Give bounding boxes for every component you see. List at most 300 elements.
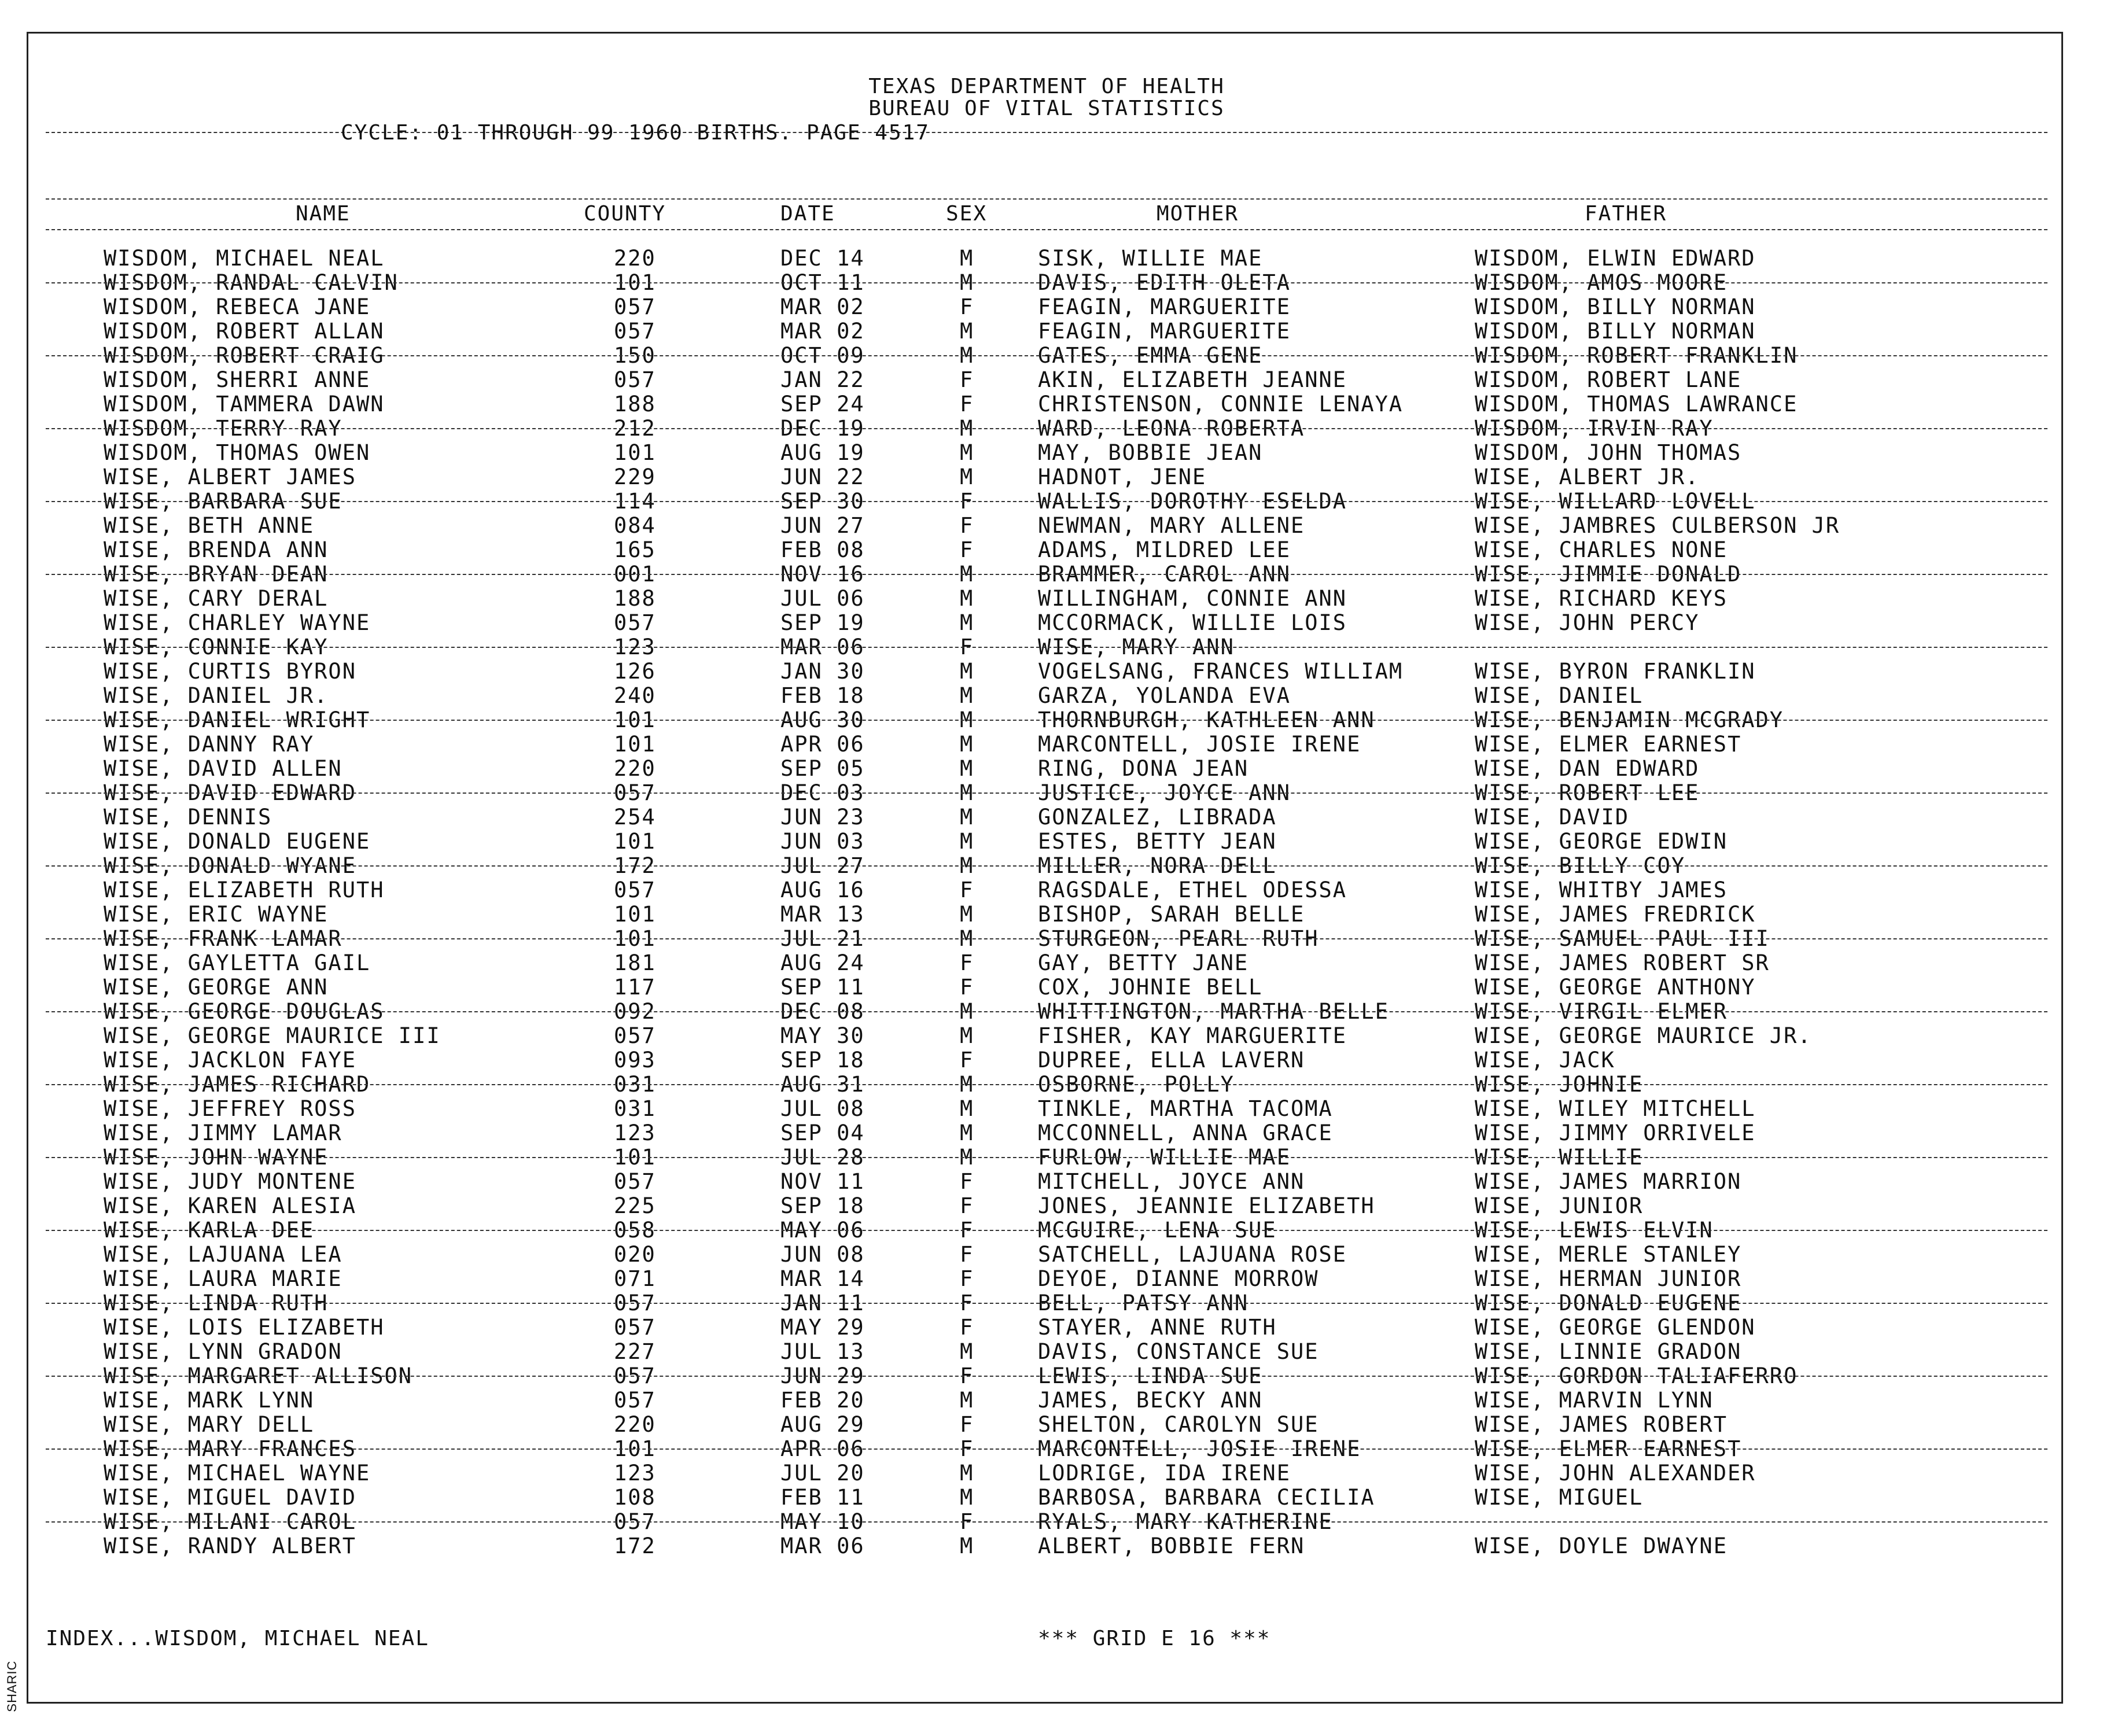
record-sex: F [960, 1509, 974, 1534]
record-sex: M [960, 732, 974, 757]
record-name: WISE, DENNIS [104, 805, 272, 830]
row-guide-rule [46, 1448, 2047, 1450]
record-date: JAN 30 [780, 659, 865, 684]
record-name: WISE, MARGARET ALLISON [104, 1363, 413, 1388]
record-row [28, 975, 2065, 1000]
column-header-sex: SEX [946, 202, 988, 226]
record-county: 057 [614, 1315, 656, 1340]
record-county: 093 [614, 1048, 656, 1072]
record-father: WISDOM, BILLY NORMAN [1475, 319, 1756, 344]
row-guide-rule [46, 1376, 2047, 1377]
record-sex: M [960, 926, 974, 951]
record-father: WISE, ROBERT LEE [1475, 780, 1700, 805]
record-father: WISE, GEORGE MAURICE JR. [1475, 1023, 1812, 1048]
record-father: WISE, GEORGE EDWIN [1475, 829, 1728, 854]
record-county: 225 [614, 1193, 656, 1218]
record-father: WISE, JAMBRES CULBERSON JR [1475, 513, 1840, 538]
record-sex: M [960, 780, 974, 805]
record-row [28, 1461, 2065, 1486]
record-name: WISE, LAURA MARIE [104, 1266, 342, 1291]
record-mother: COX, JOHNIE BELL [1038, 975, 1263, 1000]
record-county: 101 [614, 707, 656, 732]
row-guide-rule [46, 1303, 2047, 1304]
record-name: WISE, FRANK LAMAR [104, 926, 342, 951]
record-mother: STAYER, ANNE RUTH [1038, 1315, 1277, 1340]
record-county: 108 [614, 1485, 656, 1510]
record-date: SEP 18 [780, 1193, 865, 1218]
record-date: JUL 28 [780, 1145, 865, 1170]
record-father: WISDOM, ROBERT LANE [1475, 367, 1742, 392]
record-sex: F [960, 489, 974, 514]
record-county: 101 [614, 1436, 656, 1461]
record-date: MAR 06 [780, 635, 865, 659]
record-county: 020 [614, 1242, 656, 1267]
record-name: WISE, LYNN GRADON [104, 1339, 342, 1364]
record-mother: BARBOSA, BARBARA CECILIA [1038, 1485, 1375, 1510]
row-guide-rule [46, 647, 2047, 648]
record-sex: F [960, 1218, 974, 1243]
record-date: JUL 06 [780, 586, 865, 611]
record-sex: M [960, 853, 974, 878]
record-name: WISDOM, TERRY RAY [104, 416, 342, 441]
record-mother: AKIN, ELIZABETH JEANNE [1038, 367, 1347, 392]
record-row [28, 392, 2065, 417]
record-mother: RING, DONA JEAN [1038, 756, 1249, 781]
record-row [28, 757, 2065, 781]
record-name: WISE, JIMMY LAMAR [104, 1121, 342, 1145]
record-name: WISE, GEORGE DOUGLAS [104, 999, 385, 1024]
record-name: WISE, JEFFREY ROSS [104, 1096, 356, 1121]
record-row [28, 1534, 2065, 1558]
record-date: FEB 18 [780, 683, 865, 708]
record-county: 058 [614, 1218, 656, 1243]
record-date: AUG 31 [780, 1072, 865, 1097]
record-mother: TINKLE, MARTHA TACOMA [1038, 1096, 1333, 1121]
record-sex: M [960, 1485, 974, 1510]
footer-grid-reference: *** GRID E 16 *** [1038, 1627, 1271, 1650]
record-row [28, 246, 2065, 271]
record-name: WISE, CHARLEY WAYNE [104, 610, 371, 635]
record-sex: F [960, 1266, 974, 1291]
record-row [28, 1340, 2065, 1364]
footer-index: INDEX...WISDOM, MICHAEL NEAL [46, 1627, 429, 1650]
column-header-name: NAME [296, 202, 351, 226]
record-name: WISE, JACKLON FAYE [104, 1048, 356, 1072]
record-father: WISE, BILLY COY [1475, 853, 1686, 878]
record-row [28, 1121, 2065, 1145]
record-row [28, 902, 2065, 927]
record-county: 188 [614, 586, 656, 611]
record-name: WISE, DANNY RAY [104, 732, 315, 757]
record-date: JUN 23 [780, 805, 865, 830]
record-name: WISE, DANIEL JR. [104, 683, 329, 708]
record-sex: F [960, 392, 974, 417]
record-date: MAY 10 [780, 1509, 865, 1534]
record-date: MAY 30 [780, 1023, 865, 1048]
record-county: 057 [614, 1023, 656, 1048]
record-date: JAN 11 [780, 1291, 865, 1315]
source-stamp-text: SHARIC [5, 1660, 19, 1712]
record-county: 101 [614, 440, 656, 465]
record-sex: F [960, 1291, 974, 1315]
record-date: JUN 27 [780, 513, 865, 538]
record-mother: NEWMAN, MARY ALLENE [1038, 513, 1305, 538]
record-sex: M [960, 756, 974, 781]
record-county: 101 [614, 926, 656, 951]
record-mother: WARD, LEONA ROBERTA [1038, 416, 1305, 441]
record-county: 123 [614, 635, 656, 659]
record-name: WISE, LOIS ELIZABETH [104, 1315, 385, 1340]
record-mother: FEAGIN, MARGUERITE [1038, 294, 1291, 319]
record-mother: MCCONNELL, ANNA GRACE [1038, 1121, 1333, 1145]
record-name: WISE, KAREN ALESIA [104, 1193, 356, 1218]
record-date: SEP 19 [780, 610, 865, 635]
row-guide-rule [46, 355, 2047, 356]
record-father: WISDOM, BILLY NORMAN [1475, 294, 1756, 319]
record-sex: M [960, 416, 974, 441]
record-county: 212 [614, 416, 656, 441]
record-name: WISE, MICHAEL WAYNE [104, 1461, 371, 1486]
record-county: 150 [614, 343, 656, 368]
record-sex: M [960, 1096, 974, 1121]
row-guide-rule [46, 282, 2047, 283]
record-mother: CHRISTENSON, CONNIE LENAYA [1038, 392, 1404, 417]
record-name: WISDOM, SHERRI ANNE [104, 367, 371, 392]
row-guide-rule [46, 720, 2047, 721]
record-date: DEC 19 [780, 416, 865, 441]
record-date: MAR 13 [780, 902, 865, 927]
record-county: 057 [614, 1363, 656, 1388]
row-guide-rule [46, 1084, 2047, 1085]
record-father: WISE, CHARLES NONE [1475, 537, 1728, 562]
row-guide-rule [46, 793, 2047, 794]
record-mother: MCCORMACK, WILLIE LOIS [1038, 610, 1347, 635]
record-sex: M [960, 829, 974, 854]
record-mother: LEWIS, LINDA SUE [1038, 1363, 1263, 1388]
record-name: WISDOM, ROBERT ALLAN [104, 319, 385, 344]
row-guide-rule [46, 574, 2047, 575]
record-sex: M [960, 1121, 974, 1145]
record-name: WISE, MILANI CAROL [104, 1509, 356, 1534]
record-name: WISDOM, ROBERT CRAIG [104, 343, 385, 368]
record-sex: F [960, 950, 974, 975]
record-father: WISE, DOYLE DWAYNE [1475, 1534, 1728, 1558]
record-father: WISE, DONALD EUGENE [1475, 1291, 1742, 1315]
record-mother: ESTES, BETTY JEAN [1038, 829, 1277, 854]
record-sex: F [960, 1169, 974, 1194]
record-county: 031 [614, 1072, 656, 1097]
record-date: NOV 11 [780, 1169, 865, 1194]
record-date: JUL 21 [780, 926, 865, 951]
record-date: JUL 08 [780, 1096, 865, 1121]
record-name: WISE, MIGUEL DAVID [104, 1485, 356, 1510]
record-date: AUG 16 [780, 878, 865, 902]
record-row [28, 1315, 2065, 1340]
record-county: 071 [614, 1266, 656, 1291]
record-county: 057 [614, 878, 656, 902]
record-row [28, 1413, 2065, 1437]
record-name: WISE, DANIEL WRIGHT [104, 707, 371, 732]
record-name: WISDOM, THOMAS OWEN [104, 440, 371, 465]
record-date: JUN 29 [780, 1363, 865, 1388]
row-guide-rule [46, 428, 2047, 429]
record-father: WISE, JAMES ROBERT SR [1475, 950, 1770, 975]
record-county: 101 [614, 270, 656, 295]
record-father: WISE, JOHN ALEXANDER [1475, 1461, 1756, 1486]
column-header-date: DATE [780, 202, 835, 226]
record-sex: M [960, 1023, 974, 1048]
record-date: NOV 16 [780, 562, 865, 587]
record-mother: MARCONTELL, JOSIE IRENE [1038, 1436, 1361, 1461]
record-mother: BRAMMER, CAROL ANN [1038, 562, 1291, 587]
record-sex: M [960, 707, 974, 732]
record-mother: JONES, JEANNIE ELIZABETH [1038, 1193, 1375, 1218]
record-father: WISE, MARVIN LYNN [1475, 1388, 1714, 1413]
record-name: WISE, LAJUANA LEA [104, 1242, 342, 1267]
record-date: DEC 08 [780, 999, 865, 1024]
record-county: 229 [614, 465, 656, 489]
record-date: MAY 06 [780, 1218, 865, 1243]
record-date: FEB 20 [780, 1388, 865, 1413]
record-name: WISE, MARY DELL [104, 1412, 315, 1437]
record-sex: F [960, 878, 974, 902]
record-date: SEP 05 [780, 756, 865, 781]
record-date: SEP 30 [780, 489, 865, 514]
record-date: MAR 02 [780, 294, 865, 319]
record-county: 220 [614, 246, 656, 271]
record-row [28, 465, 2065, 489]
record-name: WISE, ERIC WAYNE [104, 902, 329, 927]
record-mother: WISE, MARY ANN [1038, 635, 1235, 659]
column-header-bottom-rule [46, 229, 2047, 230]
record-row [28, 441, 2065, 465]
record-father: WISE, MERLE STANLEY [1475, 1242, 1742, 1267]
record-date: SEP 18 [780, 1048, 865, 1072]
record-sex: F [960, 294, 974, 319]
record-sex: M [960, 1461, 974, 1486]
record-date: MAY 29 [780, 1315, 865, 1340]
record-mother: OSBORNE, POLLY [1038, 1072, 1235, 1097]
header-agency: TEXAS DEPARTMENT OF HEALTH [868, 75, 1225, 98]
record-sex: F [960, 513, 974, 538]
record-name: WISE, GEORGE ANN [104, 975, 329, 1000]
record-father: WISE, WILLIE [1475, 1145, 1644, 1170]
record-row [28, 319, 2065, 344]
record-row [28, 805, 2065, 830]
record-date: FEB 08 [780, 537, 865, 562]
record-name: WISE, DAVID ALLEN [104, 756, 342, 781]
record-father: WISE, WILEY MITCHELL [1475, 1096, 1756, 1121]
record-mother: VOGELSANG, FRANCES WILLIAM [1038, 659, 1404, 684]
record-name: WISE, KARLA DEE [104, 1218, 315, 1243]
record-county: 181 [614, 950, 656, 975]
record-mother: BISHOP, SARAH BELLE [1038, 902, 1305, 927]
record-father: WISE, ELMER EARNEST [1475, 732, 1742, 757]
record-sex: F [960, 1412, 974, 1437]
record-sex: M [960, 805, 974, 830]
record-father: WISE, GORDON TALIAFERRO [1475, 1363, 1798, 1388]
record-row [28, 368, 2065, 392]
record-row [28, 951, 2065, 975]
record-father: WISDOM, JOHN THOMAS [1475, 440, 1742, 465]
record-father: WISE, BYRON FRANKLIN [1475, 659, 1756, 684]
record-name: WISE, RANDY ALBERT [104, 1534, 356, 1558]
record-father: WISE, JIMMIE DONALD [1475, 562, 1742, 587]
record-mother: SISK, WILLIE MAE [1038, 246, 1263, 271]
record-mother: SHELTON, CAROLYN SUE [1038, 1412, 1319, 1437]
record-father: WISE, WHITBY JAMES [1475, 878, 1728, 902]
record-county: 057 [614, 1509, 656, 1534]
record-name: WISE, ALBERT JAMES [104, 465, 356, 489]
record-date: MAR 02 [780, 319, 865, 344]
record-mother: RYALS, MARY KATHERINE [1038, 1509, 1333, 1534]
record-sex: M [960, 270, 974, 295]
record-county: 240 [614, 683, 656, 708]
record-sex: M [960, 999, 974, 1024]
record-date: DEC 03 [780, 780, 865, 805]
record-county: 092 [614, 999, 656, 1024]
record-father: WISDOM, ELWIN EDWARD [1475, 246, 1756, 271]
record-name: WISE, ELIZABETH RUTH [104, 878, 385, 902]
header-bureau: BUREAU OF VITAL STATISTICS [868, 97, 1225, 120]
record-county: 101 [614, 829, 656, 854]
record-father: WISE, DANIEL [1475, 683, 1644, 708]
record-name: WISE, CONNIE KAY [104, 635, 329, 659]
record-name: WISDOM, REBECA JANE [104, 294, 371, 319]
record-county: 057 [614, 1388, 656, 1413]
record-county: 123 [614, 1461, 656, 1486]
record-father: WISDOM, ROBERT FRANKLIN [1475, 343, 1798, 368]
record-row [28, 1486, 2065, 1510]
record-row [28, 1024, 2065, 1048]
record-name: WISE, DONALD EUGENE [104, 829, 371, 854]
record-father: WISE, JOHNIE [1475, 1072, 1644, 1097]
record-name: WISE, MARK LYNN [104, 1388, 315, 1413]
record-father: WISE, GEORGE ANTHONY [1475, 975, 1756, 1000]
record-name: WISDOM, RANDAL CALVIN [104, 270, 399, 295]
record-date: JUL 20 [780, 1461, 865, 1486]
row-guide-rule [46, 938, 2047, 939]
row-guide-rule [46, 1157, 2047, 1158]
record-name: WISE, GEORGE MAURICE III [104, 1023, 441, 1048]
record-name: WISE, BRENDA ANN [104, 537, 329, 562]
record-row [28, 1194, 2065, 1218]
record-mother: ALBERT, BOBBIE FERN [1038, 1534, 1305, 1558]
record-date: JUN 08 [780, 1242, 865, 1267]
record-father: WISE, JAMES MARRION [1475, 1169, 1742, 1194]
record-father: WISE, JUNIOR [1475, 1193, 1644, 1218]
record-sex: M [960, 319, 974, 344]
record-row [28, 538, 2065, 562]
record-county: 220 [614, 1412, 656, 1437]
record-date: MAR 14 [780, 1266, 865, 1291]
record-mother: GARZA, YOLANDA EVA [1038, 683, 1291, 708]
record-name: WISDOM, MICHAEL NEAL [104, 246, 385, 271]
record-row [28, 295, 2065, 319]
record-father: WISE, JOHN PERCY [1475, 610, 1700, 635]
record-father: WISE, LINNIE GRADON [1475, 1339, 1742, 1364]
record-date: APR 06 [780, 732, 865, 757]
record-sex: M [960, 440, 974, 465]
record-county: 227 [614, 1339, 656, 1364]
record-date: OCT 09 [780, 343, 865, 368]
record-mother: DUPREE, ELLA LAVERN [1038, 1048, 1305, 1072]
record-county: 057 [614, 294, 656, 319]
record-sex: F [960, 635, 974, 659]
record-father: WISE, RICHARD KEYS [1475, 586, 1728, 611]
record-father: WISE, MIGUEL [1475, 1485, 1644, 1510]
record-name: WISE, JUDY MONTENE [104, 1169, 356, 1194]
record-name: WISE, CURTIS BYRON [104, 659, 356, 684]
record-row [28, 684, 2065, 708]
record-mother: HADNOT, JENE [1038, 465, 1207, 489]
record-sex: F [960, 1193, 974, 1218]
record-date: JUL 13 [780, 1339, 865, 1364]
column-header-county: COUNTY [584, 202, 666, 226]
record-date: OCT 11 [780, 270, 865, 295]
record-county: 101 [614, 1145, 656, 1170]
record-sex: M [960, 902, 974, 927]
record-county: 172 [614, 1534, 656, 1558]
record-father: WISE, JAMES FREDRICK [1475, 902, 1756, 927]
record-row [28, 1243, 2065, 1267]
record-mother: DAVIS, CONSTANCE SUE [1038, 1339, 1319, 1364]
record-mother: BELL, PATSY ANN [1038, 1291, 1249, 1315]
record-father: WISE, HERMAN JUNIOR [1475, 1266, 1742, 1291]
record-name: WISE, GAYLETTA GAIL [104, 950, 371, 975]
row-guide-rule [46, 1521, 2047, 1523]
record-sex: M [960, 562, 974, 587]
record-mother: ADAMS, MILDRED LEE [1038, 537, 1291, 562]
record-sex: M [960, 659, 974, 684]
row-guide-rule [46, 865, 2047, 867]
record-father: WISDOM, IRVIN RAY [1475, 416, 1714, 441]
record-county: 114 [614, 489, 656, 514]
record-mother: WHITTINGTON, MARTHA BELLE [1038, 999, 1389, 1024]
record-name: WISE, JOHN WAYNE [104, 1145, 329, 1170]
record-sex: M [960, 586, 974, 611]
record-row [28, 830, 2065, 854]
column-header-father: FATHER [1585, 202, 1667, 226]
column-header-mother: MOTHER [1157, 202, 1239, 226]
record-father: WISE, DAN EDWARD [1475, 756, 1700, 781]
record-county: 057 [614, 367, 656, 392]
birth-index-sheet [27, 32, 2063, 1704]
record-sex: F [960, 1048, 974, 1072]
record-father: WISE, ELMER EARNEST [1475, 1436, 1742, 1461]
record-sex: F [960, 1436, 974, 1461]
record-mother: DAVIS, EDITH OLETA [1038, 270, 1291, 295]
record-row [28, 878, 2065, 902]
column-header-top-rule [46, 198, 2047, 200]
record-sex: M [960, 1339, 974, 1364]
record-row [28, 1170, 2065, 1194]
record-sex: M [960, 246, 974, 271]
record-father: WISE, WILLARD LOVELL [1475, 489, 1756, 514]
record-county: 057 [614, 319, 656, 344]
record-mother: FURLOW, WILLIE MAE [1038, 1145, 1291, 1170]
record-name: WISE, BARBARA SUE [104, 489, 342, 514]
record-father: WISE, LEWIS ELVIN [1475, 1218, 1714, 1243]
record-date: JUN 22 [780, 465, 865, 489]
record-county: 057 [614, 1169, 656, 1194]
record-mother: WILLINGHAM, CONNIE ANN [1038, 586, 1347, 611]
record-county: 031 [614, 1096, 656, 1121]
record-row [28, 587, 2065, 611]
record-mother: STURGEON, PEARL RUTH [1038, 926, 1319, 951]
record-sex: M [960, 683, 974, 708]
record-row [28, 732, 2065, 757]
